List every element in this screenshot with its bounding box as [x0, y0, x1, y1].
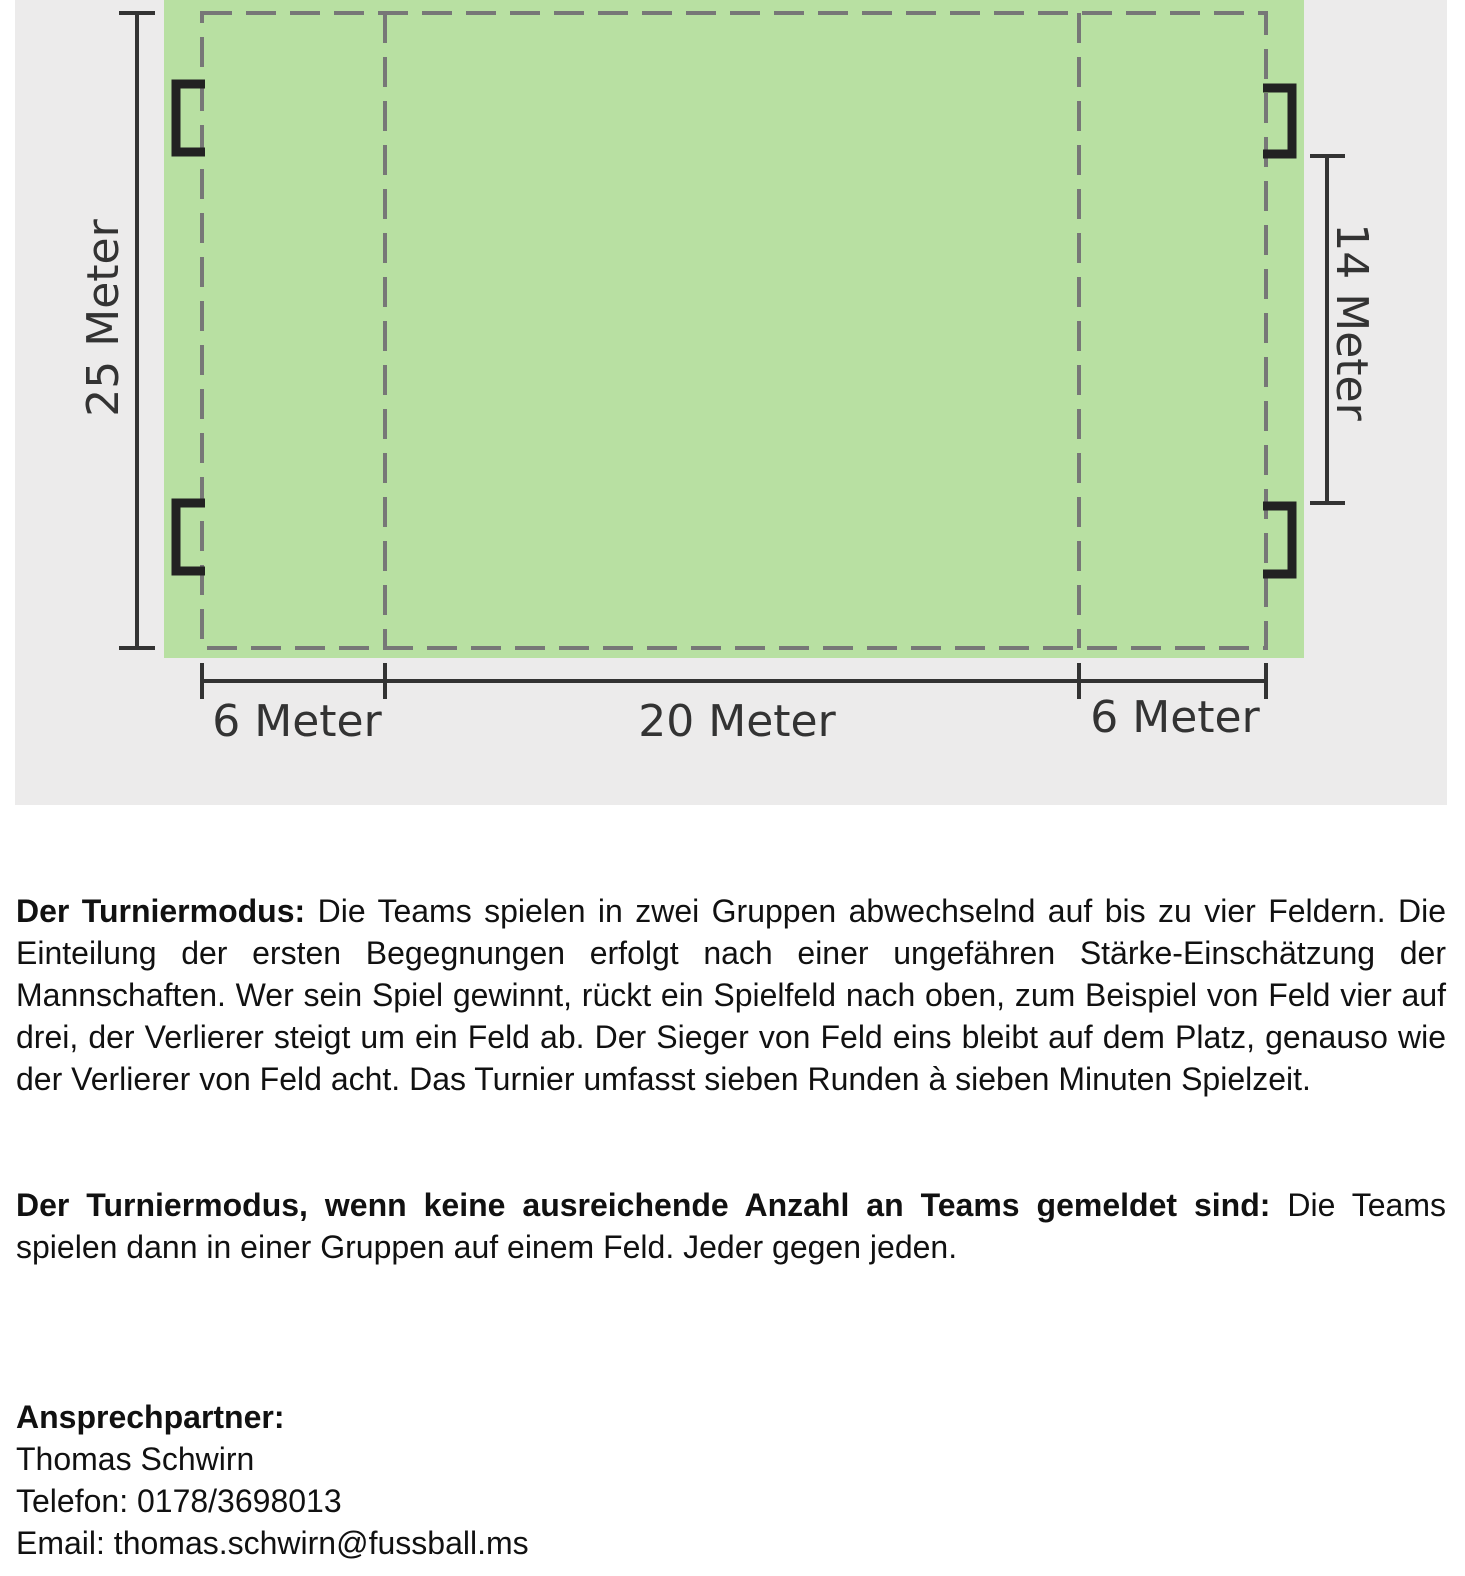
fallback-mode-heading: Der Turniermodus, wenn keine ausreichende Anzahl an Teams gemeldet sind: — [16, 1187, 1271, 1223]
right-zone-label: 6 Meter — [1090, 692, 1260, 743]
contact-email: Email: thomas.schwirn@fussball.ms — [16, 1525, 529, 1561]
contact-heading: Ansprechpartner: — [16, 1399, 285, 1435]
tournament-mode-paragraph — [16, 890, 1446, 1100]
middle-zone-label: 20 Meter — [638, 696, 836, 747]
contact-name: Thomas Schwirn — [16, 1441, 255, 1477]
height-label: 25 Meter — [78, 219, 129, 417]
playing-field — [164, 0, 1304, 658]
fallback-mode-paragraph — [16, 1184, 1446, 1268]
left-zone-label: 6 Meter — [212, 696, 382, 747]
goal-width-label: 14 Meter — [1326, 223, 1377, 421]
contact-phone: Telefon: 0178/3698013 — [16, 1483, 342, 1519]
field-diagram-svg — [15, 0, 1447, 805]
fallback-mode-text: Die Teams spielen dann in einer Gruppen auf einem Feld. Jeder gegen jeden. — [16, 1187, 1447, 1265]
tournament-mode-text: Die Teams spielen in zwei Gruppen abwechselnd auf bis zu vier Feldern. Die Einteilung der ersten Begegnungen erfolgt nach einer ungefähren Stärke-Einschätzung der Mannschaften. Wer sein Spiel gewinnt, rückt ein Spielfeld nach oben, zum Beispiel von Feld vier auf drei, der Verlierer steigt um ein Feld ab. Der Sieger von Feld eins bleibt auf dem Platz, genauso wie der Verlierer von Feld acht. Das Turnier umfasst sieben Runden à sieben Minuten Spielzeit. — [16, 893, 1447, 1097]
field-diagram — [15, 0, 1447, 805]
contact-block — [16, 1396, 1446, 1564]
tournament-mode-heading: Der Turniermodus: — [16, 893, 306, 929]
